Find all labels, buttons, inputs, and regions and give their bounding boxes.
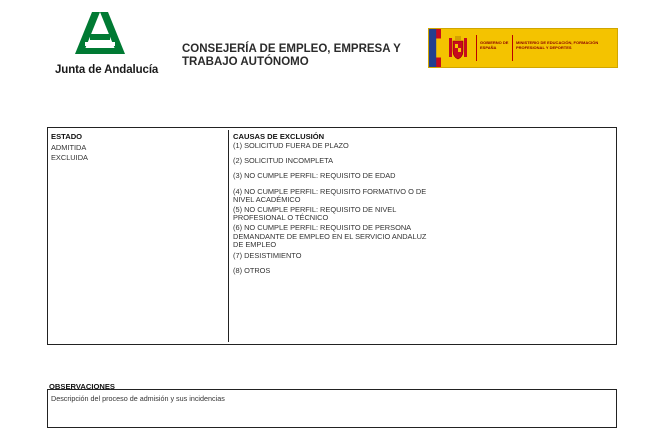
causa-option[interactable]: (6) NO CUMPLE PERFIL: REQUISITO DE PERSONA DEMANDANTE DE EMPLEO EN EL SERVICIO ANDALUZ DE EMPLEO xyxy=(233,223,427,249)
estado-option[interactable]: ADMITIDA xyxy=(51,143,87,152)
estado-causas-panel xyxy=(47,127,617,345)
causas-column xyxy=(233,132,433,282)
coat-of-arms-icon xyxy=(447,35,469,61)
gov-separator xyxy=(476,35,477,61)
estado-option[interactable]: EXCLUIDA xyxy=(51,153,88,163)
estado-column xyxy=(51,132,221,164)
causa-option[interactable]: (8) OTROS xyxy=(233,266,271,276)
causa-option[interactable]: (2) SOLICITUD INCOMPLETA xyxy=(233,156,334,166)
column-divider xyxy=(228,130,229,342)
gov-separator xyxy=(512,35,513,61)
junta-andalucia-logo xyxy=(55,12,170,78)
observaciones-title: OBSERVACIONES xyxy=(49,382,115,391)
causa-option[interactable]: (3) NO CUMPLE PERFIL: REQUISITO DE EDAD xyxy=(233,171,396,181)
junta-logo-text: Junta de Andalucía xyxy=(55,64,159,76)
causa-option[interactable]: (4) NO CUMPLE PERFIL: REQUISITO FORMATIVO O DE NIVEL ACADÉMICO xyxy=(233,186,427,204)
causas-title: CAUSAS DE EXCLUSIÓN xyxy=(233,132,325,141)
causa-option[interactable]: (7) DESISTIMIENTO xyxy=(233,251,302,261)
causa-option[interactable]: (5) NO CUMPLE PERFIL: REQUISITO DE NIVEL PROFESIONAL O TÉCNICO xyxy=(233,205,397,223)
observaciones-text: Descripción del proceso de admisión y sus incidencias xyxy=(51,394,225,403)
gobierno-espana-logo xyxy=(428,28,618,68)
junta-logo-mark-icon xyxy=(75,12,125,60)
gov-logo-line1: GOBIERNO DE ESPAÑA xyxy=(480,40,509,50)
causa-option[interactable]: (1) SOLICITUD FUERA DE PLAZO xyxy=(233,141,349,150)
consejeria-title: CONSEJERÍA DE EMPLEO, EMPRESA Y TRABAJO AUTÓNOMO xyxy=(182,43,401,68)
observaciones-field[interactable] xyxy=(47,389,617,428)
gov-logo-line2: MINISTERIO DE EDUCACIÓN, FORMACIÓN PROFESIONAL Y DEPORTES xyxy=(516,40,599,50)
estado-title: ESTADO xyxy=(51,132,83,141)
